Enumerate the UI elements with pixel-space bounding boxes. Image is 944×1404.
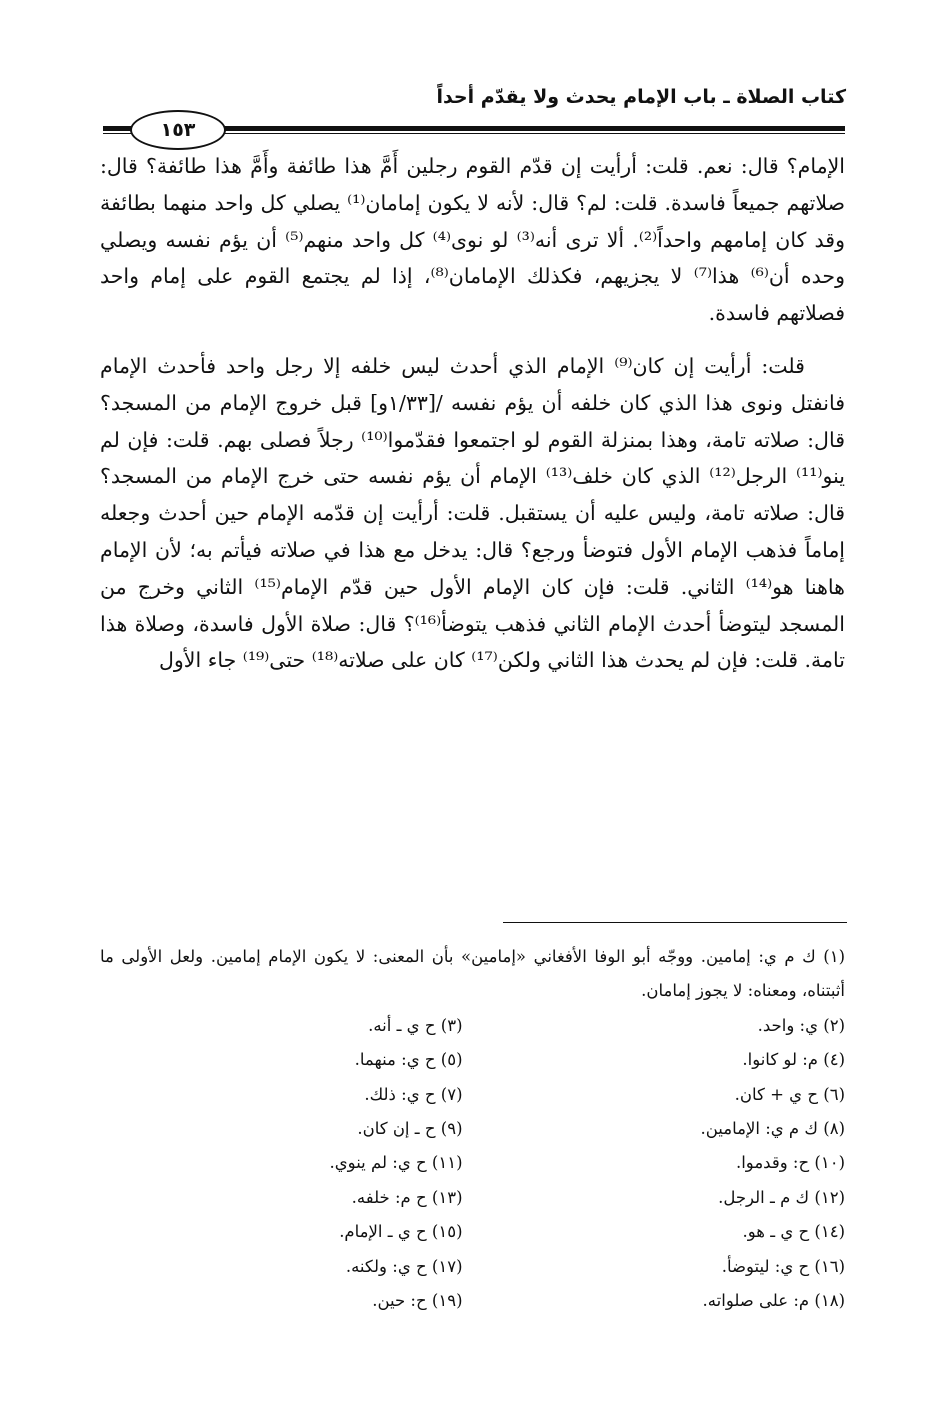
page-number: ١٥٣ [130, 110, 226, 150]
footnote-grid [100, 1009, 845, 1319]
footnote: (٩) ح ـ إن كان. [357, 1119, 463, 1139]
paragraph: قلت: أرأيت إن كان⁽⁹⁾ الإمام الذي أحدث ليس خلفه إلا رجل واحد فأحدث الإمام فانفتل ونوى هذا الذي كان خلفه أن يؤم نفسه /[١/٣٣و] قبل خروج الإمام من المسجد؟ قال: صلاته تامة، وهذا بمنزلة القوم لو اجتمعوا فقدّموا⁽¹⁰⁾ رجلاً فصلى بهم. قلت: فإن لم ينو⁽¹¹⁾ الرجل⁽¹²⁾ الذي كان خلف⁽¹³⁾ الإمام أن يؤم نفسه حتى خرج الإمام من المسجد؟ قال: صلاته تامة، وليس عليه أن يستقبل. قلت: أرأيت إن قدّمه الإمام حين أحدث وجعله إماماً فذهب الإمام الأول فتوضأ ورجع؟ قال: يدخل مع هذا في صلاته فيأتم به؛ لأن الإمام هاهنا هو⁽¹⁴⁾ الثاني. قلت: فإن كان الإمام الأول حين قدّم الإمام⁽¹⁵⁾ الثاني وخرج من المسجد ليتوضأ أحدث الإمام الثاني فذهب يتوضأ⁽¹⁶⁾؟ قال: صلاة الأول فاسدة، وصلاة هذا تامة. قلت: فإن لم يحدث هذا الثاني ولكن⁽¹⁷⁾ كان على صلاته⁽¹⁸⁾ حتى⁽¹⁹⁾ جاء الأول [100, 353, 846, 673]
footnote: (٣) ح ي ـ أنه. [368, 1015, 463, 1035]
footnote: (١٤) ح ي ـ هو. [742, 1222, 845, 1242]
footnote: (١٢) ك م ـ الرجل. [718, 1187, 845, 1207]
running-title: كتاب الصلاة ـ باب الإمام يحدث ولا يقدّم أحداً [436, 86, 846, 108]
footnote: (١٩) ح: حين. [372, 1291, 463, 1311]
footnote: (١) ك م ي: إمامين. ووجّه أبو الوفا الأفغاني «إمامين» بأن المعنى: لا يكون الإمام إمامين. ولعل الأولى ما أثبتناه، ومعناه: لا يجوز إمامان. [100, 947, 845, 1001]
paragraph: الإمام؟ قال: نعم. قلت: أرأيت إن قدّم القوم رجلين أَمَّ هذا طائفة وأَمَّ هذا طائفة؟ قال: صلاتهم جميعاً فاسدة. قلت: لم؟ قال: لأنه لا يكون إمامان⁽¹⁾ يصلي كل واحد منهما بطائفة وقد كان إمامهم واحداً⁽²⁾. ألا ترى أنه⁽³⁾ لو نوى⁽⁴⁾ كل واحد منهم⁽⁵⁾ أن يؤم نفسه ويصلي وحده أن⁽⁶⁾ هذا⁽⁷⁾ لا يجزيهم، فكذلك الإمامان⁽⁸⁾، إذا لم يجتمع القوم على إمام واحد فصلاتهم فاسدة. [100, 154, 846, 326]
footnote: (١٧) ح ي: ولكنه. [345, 1256, 463, 1276]
footnote-separator [503, 922, 847, 923]
footnotes [100, 940, 845, 1318]
footnote: (١٣) ح م: خلفه. [351, 1187, 463, 1207]
footnote: (١٥) ح ي ـ الإمام. [339, 1222, 463, 1242]
footnote: (٧) ح ي: ذلك. [364, 1084, 463, 1104]
footnote: (١١) ح ي: لم ينوي. [329, 1153, 463, 1173]
footnote: (١٦) ح ي: ليتوضأ. [721, 1256, 845, 1276]
footnote: (٢) ي: واحد. [757, 1015, 845, 1035]
footnote: (١٨) م: على صلواته. [702, 1291, 845, 1311]
main-text [100, 148, 845, 679]
footnote: (٨) ك م ي: الإمامين. [700, 1119, 845, 1139]
footnote: (٥) ح ي: منهما. [354, 1050, 463, 1070]
footnote: (٦) ح ي + كان. [734, 1084, 845, 1104]
footnote: (١٠) ح: وقدموا. [735, 1153, 845, 1173]
footnote: (٤) م: لو كانوا. [742, 1050, 845, 1070]
